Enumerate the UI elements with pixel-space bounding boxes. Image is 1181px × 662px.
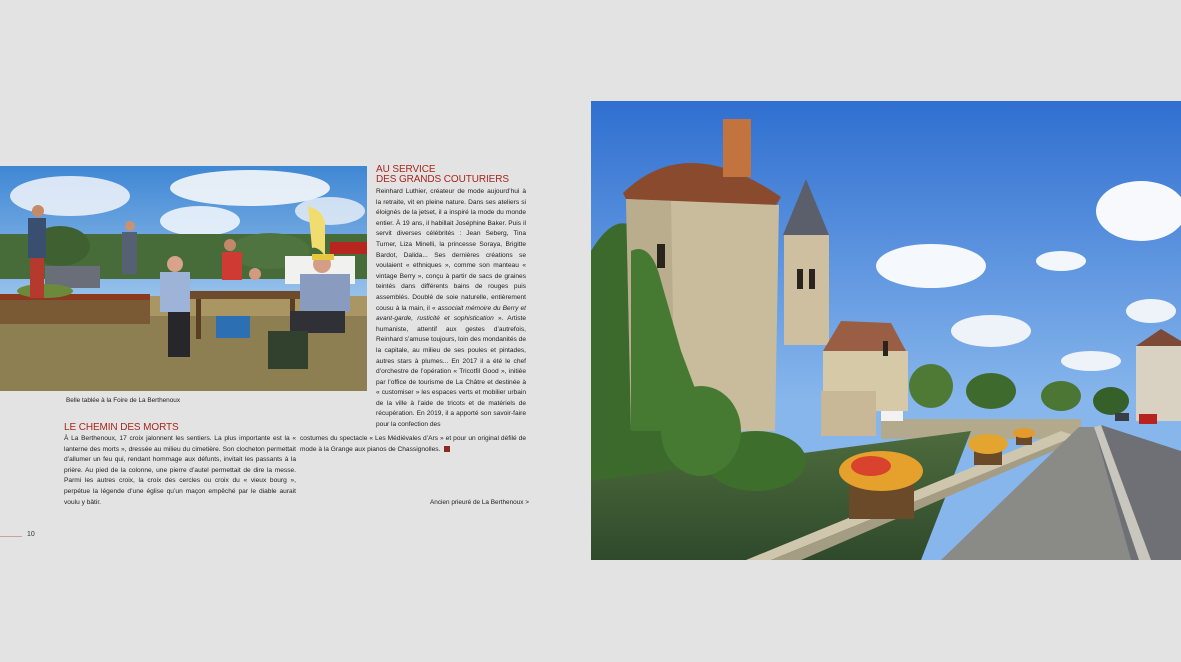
heading-line-2: DES GRANDS COUTURIERS bbox=[376, 173, 509, 185]
priory-photo bbox=[591, 101, 1181, 560]
chemin-des-morts-text: À La Berthenoux, 17 croix jalonnent les sentiers. La plus importante est la « lanterne des morts », dressée au milieu du cimetière. Son clocheton permettait d’allumer un feu qui, rendant hommage aux défunts, invitait les passants à la prière. Au pied de la colonne, une pierre d’autel permettait de dire la messe. Parmi les autres croix, la croix des cercles ou croix du « vieux bourg », perpétue la légende d’une église qu’un maçon empêché par le diable aurait voulu y bâtir. bbox=[64, 435, 296, 506]
quote-italic: associait mémoire du Berry et avant-garde, rusticité et sophistication bbox=[376, 304, 527, 323]
service-article-text: Reinhard Luthier, créateur de mode aujourd’hui à la retraite, vit en pleine nature. Dans ses ateliers si éloignés de la jetset, il a inspiré la mode du monde entier. À 19 ans, il habillait Joséphine Baker. Puis il servit diverses célébrités : Jean Seberg, Tina Turner, Liza Minelli, la princesse Soraya, Brigitte Bardot, Dalida... Ses dernières créations se voulaient « ethniques », comme son manteau « vintage Berry », conçu à partir de sacs de graines teintés dans différents bains de rouges puis assemblés. Doublé de soie naturelle, entièrement cousu à la main, il « associait mémoire du Berry et avant-garde, rusticité et sophistication ». Artiste humaniste, attentif aux gestes d’autrefois, Reinhard s’amuse toujours, loin des mondanités de la capitale, au milieu de ses poules et pintades, autres stars à plumes... En 2017 il a été le chef d’orchestre de l’opération « Tricotfil Good », initiée par l’office de tourisme de La Châtre et destinée à « customiser » les espaces verts et mobilier urbain de la ville à l’aide de tricots et de matériels de récupération. En 2019, il a apporté son savoir-faire pour la confection des bbox=[376, 188, 527, 429]
fair-photo-caption: Belle tablée à la Foire de La Berthenoux bbox=[66, 397, 181, 404]
heading-chemin-des-morts: LE CHEMIN DES MORTS bbox=[64, 422, 179, 433]
costumes-text: costumes du spectacle « Les Médiévales d’Ars » et pour un original défilé de mode à la Grange aux pianos de Chassignolles. bbox=[300, 435, 526, 453]
page-number: 10 bbox=[27, 531, 35, 538]
heading-line-1: AU SERVICE bbox=[376, 164, 436, 175]
heading-au-service bbox=[376, 165, 526, 184]
end-of-article-square bbox=[444, 446, 450, 452]
arrow-right-icon: > bbox=[525, 499, 529, 506]
page-number-rule bbox=[0, 536, 22, 537]
fair-photo bbox=[0, 166, 367, 391]
church-photo-caption: Ancien prieuré de La Berthenoux > bbox=[430, 499, 529, 506]
